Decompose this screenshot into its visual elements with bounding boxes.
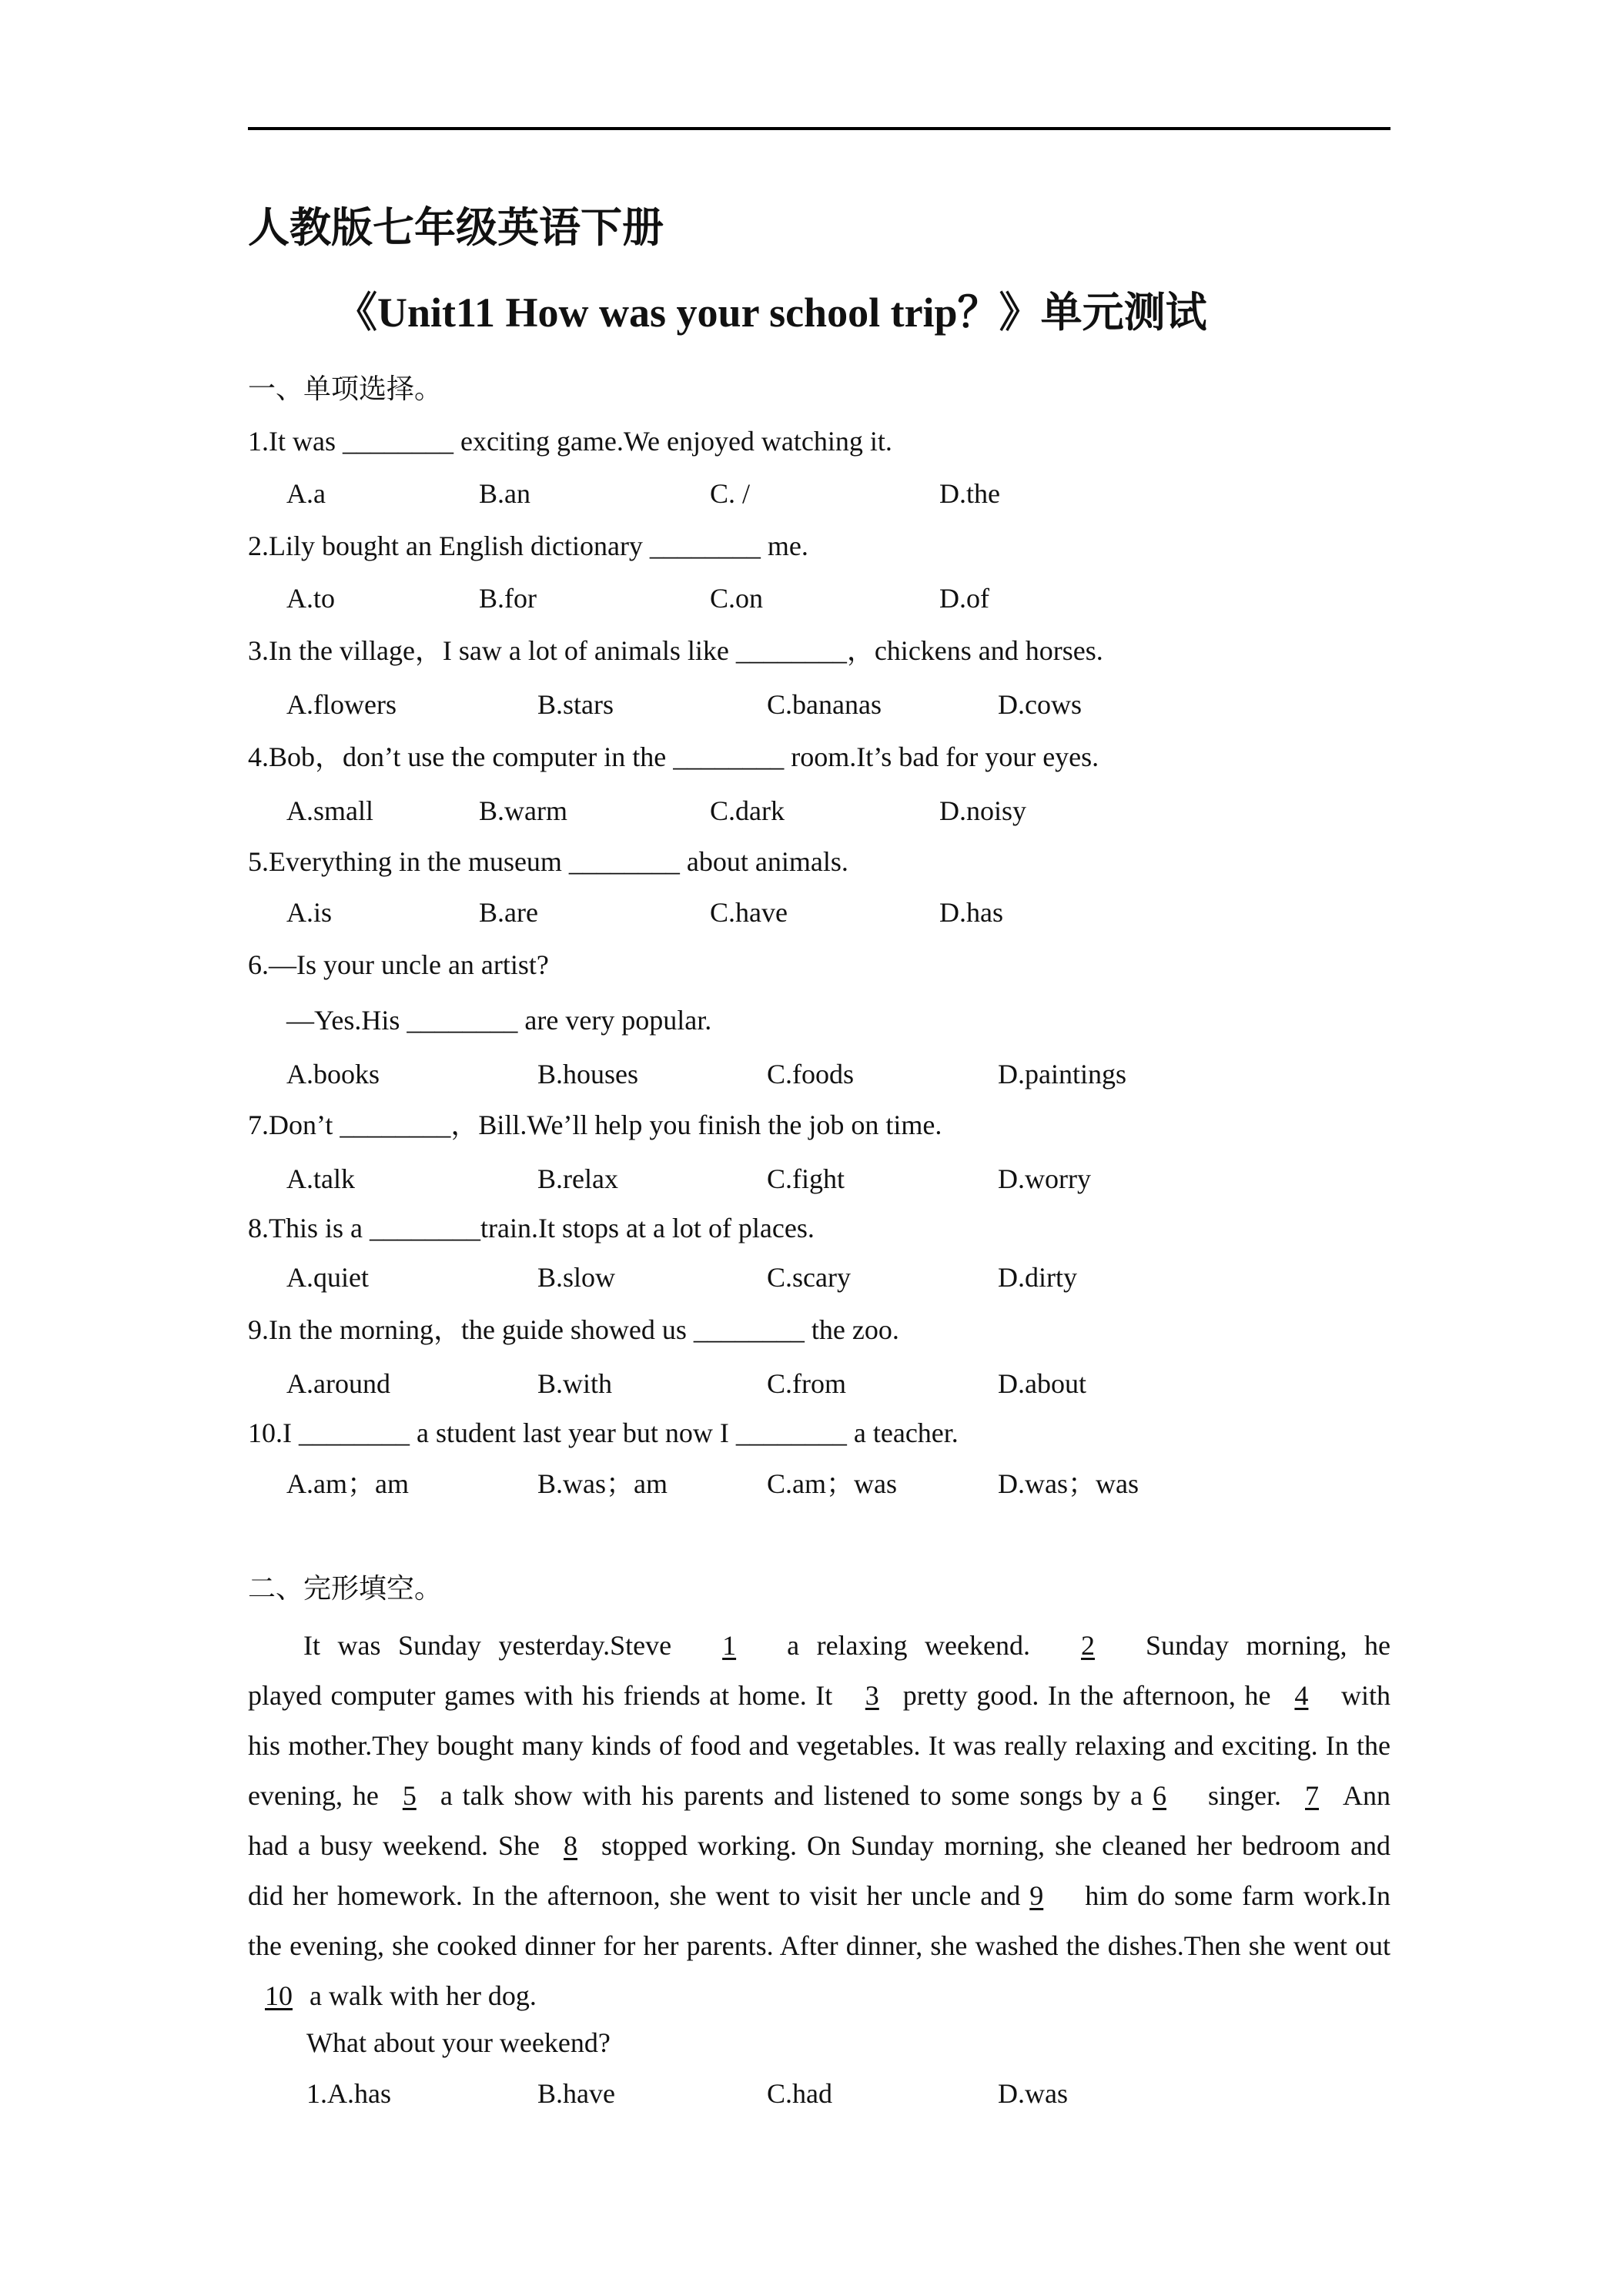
passage-text: It was Sunday yesterday.Steve: [303, 1630, 672, 1661]
option-d: D.paintings: [998, 1059, 1126, 1089]
option-b: B.for: [479, 583, 537, 614]
option-b: B.are: [479, 897, 538, 928]
passage-text: pretty good. In the afternoon, he: [902, 1680, 1271, 1711]
cloze-option-c: C.had: [767, 2078, 832, 2109]
passage-text: singer.: [1208, 1780, 1281, 1811]
option-a: A.to: [286, 583, 335, 614]
passage-text: stopped working. On Sunday morning, she cleaned her bedroom and did her homework. In the afternoon, she went to visit her uncle and: [248, 1830, 1390, 1911]
cloze-blank: 4: [1294, 1680, 1309, 1711]
section2-heading: 二、完形填空。: [248, 1573, 443, 1604]
cloze-blank: 5: [402, 1780, 417, 1811]
passage-text: a talk show with his parents and listened to some songs by a: [440, 1780, 1153, 1811]
cloze-blank: 10: [265, 1980, 293, 2011]
passage-text: with his mother.They bought many kinds of food and vegetables. It was really relaxing and exciting. In the evening, he: [248, 1680, 1390, 1811]
cloze-option-b: B.have: [537, 2078, 615, 2109]
option-c: C.fight: [767, 1163, 845, 1194]
document-subtitle: 《Unit11 How was your school trip？》单元测试: [336, 290, 1207, 336]
option-d: D.has: [939, 897, 1003, 928]
question-stem: 8.This is a ________train.It stops at a lot of places.: [248, 1213, 815, 1243]
option-a: A.flowers: [286, 689, 397, 720]
option-d: D.worry: [998, 1163, 1091, 1194]
option-c: C.foods: [767, 1059, 855, 1089]
option-b: B.with: [537, 1368, 613, 1399]
cloze-blank: 7: [1305, 1780, 1319, 1811]
option-c: C.bananas: [767, 689, 882, 720]
option-b: B.warm: [479, 795, 567, 826]
passage-text: Ann had a busy weekend. She: [248, 1780, 1390, 1861]
cloze-blank: 8: [564, 1830, 577, 1861]
cloze-passage: [248, 1621, 1390, 2021]
option-d: D.of: [939, 583, 989, 614]
passage-text: him do some farm work.In the evening, she cooked dinner for her parents. After dinner, she washed the dishes.Then she went out: [248, 1880, 1390, 1961]
option-c: C.am；was: [767, 1468, 897, 1499]
option-a: A.a: [286, 478, 326, 509]
question-stem-reply: —Yes.His ________ are very popular.: [286, 1005, 712, 1036]
option-b: B.slow: [537, 1262, 616, 1293]
question-stem: 5.Everything in the museum ________ about animals.: [248, 846, 848, 877]
cloze-blank: 2: [1080, 1630, 1095, 1661]
question-stem: 2.Lily bought an English dictionary ________ me.: [248, 530, 808, 561]
option-c: C.have: [710, 897, 788, 928]
option-a: A.quiet: [286, 1262, 369, 1293]
option-c: C.dark: [710, 795, 785, 826]
option-a: A.small: [286, 795, 373, 826]
question-stem: 1.It was ________ exciting game.We enjoyed watching it.: [248, 426, 892, 457]
section1-heading: 一、单项选择。: [248, 373, 443, 404]
option-a: A.talk: [286, 1163, 355, 1194]
cloze-option-a: 1.A.has: [306, 2078, 391, 2109]
question-stem: 9.In the morning，the guide showed us ________ the zoo.: [248, 1314, 899, 1345]
option-d: D.was；was: [998, 1468, 1139, 1499]
option-b: B.relax: [537, 1163, 618, 1194]
header-rule: [248, 127, 1390, 130]
option-a: A.am；am: [286, 1468, 409, 1499]
option-a: A.is: [286, 897, 333, 928]
option-b: B.was；am: [537, 1468, 668, 1499]
option-a: A.books: [286, 1059, 380, 1089]
cloze-blank: 9: [1029, 1880, 1044, 1911]
option-b: B.stars: [537, 689, 614, 720]
cloze-blank: 6: [1153, 1780, 1166, 1811]
cloze-blank: 1: [722, 1630, 737, 1661]
option-d: D.cows: [998, 689, 1082, 720]
question-stem: 7.Don’t ________，Bill.We’ll help you finish the job on time.: [248, 1110, 942, 1140]
passage-text: a walk with her dog.: [310, 1980, 537, 2011]
document-title: 人教版七年级英语下册: [248, 205, 664, 251]
option-d: D.about: [998, 1368, 1086, 1399]
question-stem: 4.Bob，don’t use the computer in the ________ room.It’s bad for your eyes.: [248, 741, 1099, 772]
option-b: B.an: [479, 478, 530, 509]
option-d: D.the: [939, 478, 1000, 509]
option-c: C.from: [767, 1368, 846, 1399]
option-b: B.houses: [537, 1059, 639, 1089]
closing-question: What about your weekend?: [306, 2027, 611, 2058]
option-c: C. /: [710, 478, 751, 509]
passage-text: Sunday morning, he played computer games with his friends at home. It: [248, 1630, 1390, 1711]
option-c: C.on: [710, 583, 764, 614]
option-c: C.scary: [767, 1262, 851, 1293]
cloze-blank: 3: [865, 1680, 879, 1711]
option-d: D.dirty: [998, 1262, 1077, 1293]
passage-text: a relaxing weekend.: [787, 1630, 1030, 1661]
question-stem: 6.—Is your uncle an artist?: [248, 949, 549, 980]
question-stem: 3.In the village，I saw a lot of animals like ________，chickens and horses.: [248, 635, 1103, 666]
question-stem: 10.I ________ a student last year but now I ________ a teacher.: [248, 1417, 959, 1448]
option-d: D.noisy: [939, 795, 1027, 826]
option-a: A.around: [286, 1368, 390, 1399]
cloze-option-d: D.was: [998, 2078, 1068, 2109]
